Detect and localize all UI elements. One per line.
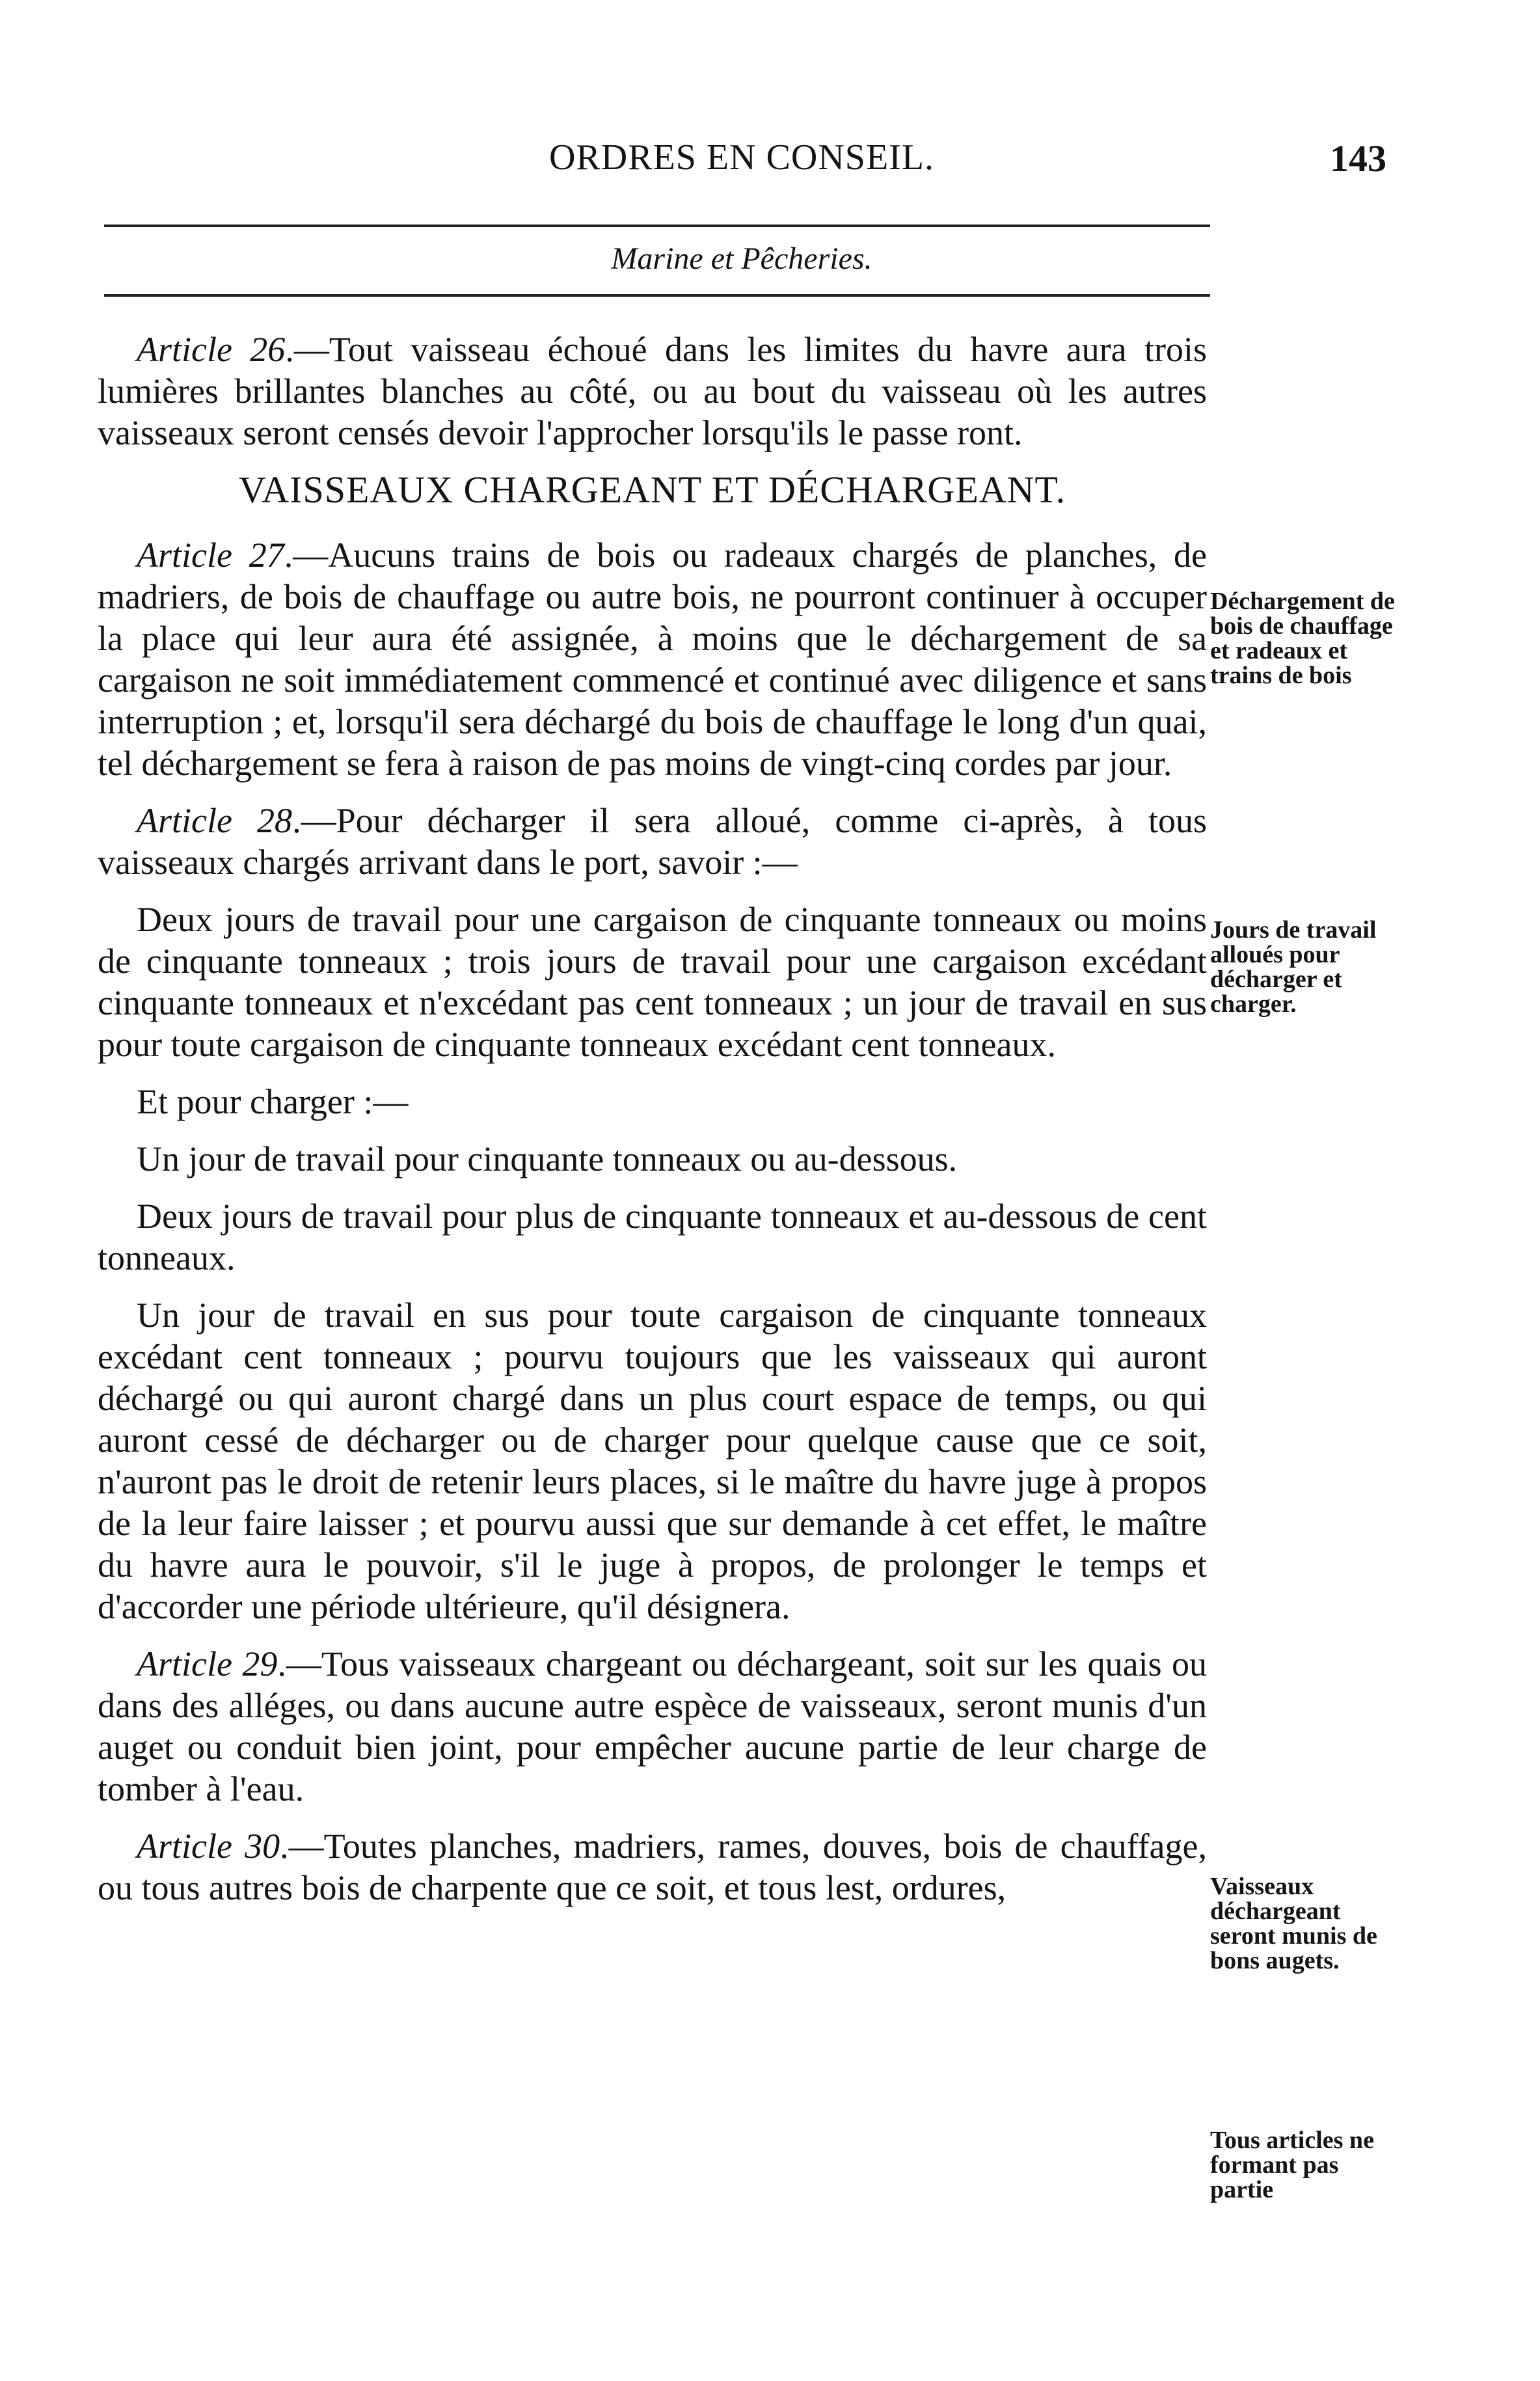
article-26-label: Article 26 <box>137 330 286 369</box>
paragraph-jour-en-sus: Un jour de travail en sus pour toute cargaison de cinquante tonneaux excédant cent tonneaux ; pourvu toujours que les vaisseaux qui auront déchargé ou qui auront chargé dans un plus court espace de temps, ou qui auront cessé de décharger ou de charger pour quelque cause que ce soit, n'auront pas le droit de retenir leurs places, si le maître du havre juge à propos de la leur faire laisser ; et pourvu aussi que sur demande à cet effet, le maître du havre aura le pouvoir, s'il le juge à propos, de prolonger le temps et d'accorder une période ultérieure, qu'il désignera. <box>98 1296 1207 1626</box>
article-27-label: Article 27 <box>137 536 284 575</box>
article-30 <box>98 1825 1207 1909</box>
article-30-label: Article 30 <box>137 1827 280 1866</box>
section-rule <box>104 294 1210 297</box>
margin-note-tous-articles: Tous articles ne formant pas partie <box>1210 2127 1374 2203</box>
paragraph-deux-jours: Deux jours de travail pour une cargaison de cinquante tonneaux ou moins de cinquante tonneaux ; trois jours de travail pour une cargaison excédant cinquante tonneaux et n'excédant pas cent tonneaux ; un jour de travail en sus pour toute cargaison de cinquante tonneaux excédant cent tonneaux. <box>98 900 1207 1064</box>
paragraph-deux-jours-plus: Deux jours de travail pour plus de cinquante tonneaux et au-dessous de cent tonneaux. <box>98 1197 1207 1277</box>
section-title: Marine et Pêcheries. <box>611 241 872 276</box>
article-29 <box>98 1643 1207 1810</box>
article-29-label: Article 29 <box>137 1644 278 1683</box>
page-number: 143 <box>1330 137 1386 180</box>
article-26-text: .—Tout vaisseau échoué dans les limites du havre aura trois lumières brillantes blanches au côté, ou au bout du vaisseau où les autres vaisseaux seront censés devoir l'approcher lorsqu'ils le passe ront. <box>98 330 1207 452</box>
article-28-text: .—Pour décharger il sera alloué, comme ci-après, à tous vaisseaux chargés arrivant dans le port, savoir :— <box>98 801 1207 882</box>
page-body <box>98 329 1207 1924</box>
article-27 <box>98 534 1207 784</box>
section-heading: VAISSEAUX CHARGEANT ET DÉCHARGEANT. <box>238 469 1066 511</box>
article-28 <box>98 800 1207 883</box>
margin-note-vaisseaux: Vaisseaux déchargeant seront munis de bons augets. <box>1210 1873 1377 1974</box>
running-header <box>0 137 1540 189</box>
top-rule <box>104 224 1210 227</box>
margin-note-jours-de-travail: Jours de travail alloués pour décharger et charger. <box>1210 916 1377 1018</box>
article-28-label: Article 28 <box>137 801 293 840</box>
article-29-text: .—Tous vaisseaux chargeant ou déchargeant, soit sur les quais ou dans des alléges, ou dans aucune autre espèce de vaisseaux, seront munis d'un auget ou conduit bien joint, pour empêcher aucune partie de leur charge de tomber à l'eau. <box>98 1644 1207 1808</box>
margin-note-dechargement: Déchargement de bois de chauffage et radeaux et trains de bois <box>1210 588 1395 689</box>
paragraph-et-pour-charger: Et pour charger :— <box>137 1082 409 1121</box>
article-30-text: .—Toutes planches, madriers, rames, douves, bois de chauffage, ou tous autres bois de charpente que ce soit, et tous lest, ordures, <box>98 1827 1207 1907</box>
article-26 <box>98 329 1207 454</box>
paragraph-un-jour: Un jour de travail pour cinquante tonneaux ou au-dessous. <box>137 1139 958 1178</box>
article-27-text: .—Aucuns trains de bois ou radeaux chargés de planches, de madriers, de bois de chauffage ou autre bois, ne pourront continuer à occuper la place qui leur aura été assignée, à moins que le déchargement de sa cargaison ne soit immédiatement commencé et continué avec diligence et sans interruption ; et, lorsqu'il sera déchargé du bois de chauffage le long d'un quai, tel déchargement se fera à raison de pas moins de vingt-cinq cordes par jour. <box>98 536 1207 783</box>
running-title: ORDRES EN CONSEIL. <box>548 137 935 178</box>
